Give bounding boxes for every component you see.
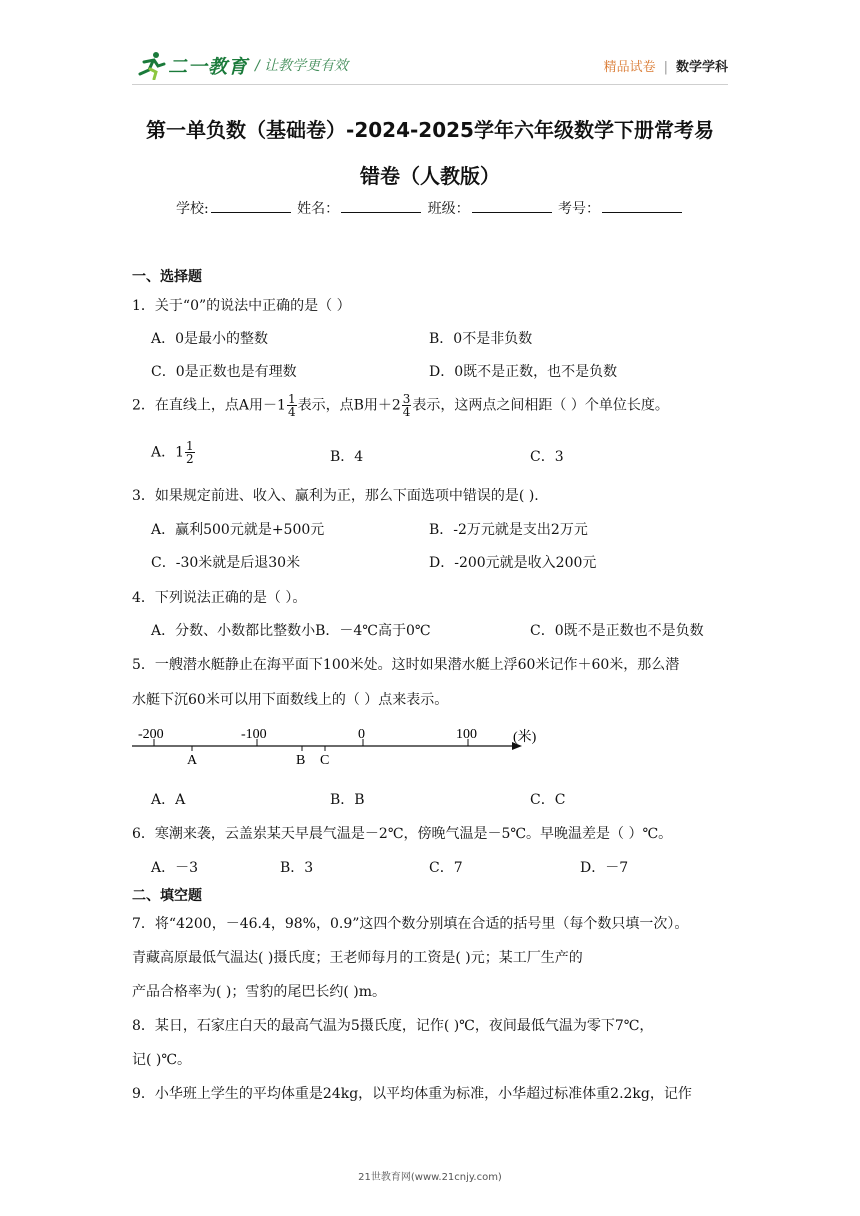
class-label: 班级： [427,201,470,217]
q2-fraction-2: $\frac{3}{4}$ [402,392,411,419]
tick-label-neg100: -100 [241,727,267,742]
q6-option-c[interactable]: C．7 [429,860,463,876]
q3-option-a[interactable]: A．赢利500元就是+500元 [151,522,325,538]
q5-stem-line2: 水艇下沉60米可以用下面数线上的（ ）点来表示。 [132,692,449,708]
runner-logo-icon [136,50,166,80]
tick-label-0: 0 [358,727,365,742]
q2-stem [132,393,669,418]
school-blank[interactable] [211,198,291,213]
q1-option-b[interactable]: B．0不是非负数 [429,331,533,347]
header-separator: | [663,60,668,75]
q7-line1: 7．将“4200，－46.4，98%，0.9”这四个数分别填在合适的括号里（每个数只填一次）。 [132,916,689,932]
q6-option-a[interactable]: A．－3 [151,860,199,876]
header-subject-label: 数学学科 [675,60,728,75]
point-label-a: A [187,753,198,768]
q6-stem: 6．寒潮来袭，云盖岽某天早晨气温是－2℃，傍晚气温是－5℃。早晚温差是（ ）℃。 [132,826,673,842]
section-choice-title: 一、选择题 [132,269,202,285]
q4-option-ab[interactable]: A．分数、小数都比整数小B．－4℃高于0℃ [151,623,431,639]
point-label-c: C [320,753,330,768]
school-label: 学校: [175,201,209,217]
q8-line2: 记( )℃。 [132,1052,192,1068]
unit-label: (米) [513,730,537,745]
page-footer: 21世教育网(www.21cnjy.com) [358,1172,502,1183]
q5-option-a[interactable]: A．A [151,792,186,808]
point-label-b: B [296,753,306,768]
q2-text-1: 2．在直线上，点A用－1 [132,397,286,414]
logo-text: 二一教育 [168,56,249,78]
q9-line1: 9．小华班上学生的平均体重是24kg，以平均体重为标准，小华超过标准体重2.2kg，记作 [132,1086,692,1102]
name-blank[interactable] [341,198,421,213]
q6-option-d[interactable]: D．－7 [580,860,629,876]
q2-option-c[interactable]: C．3 [530,449,564,465]
section-fill-title: 二、填空题 [132,888,202,904]
tick-label-neg200: -200 [138,727,164,742]
q1-option-d[interactable]: D．0既不是正数，也不是负数 [429,364,618,380]
header-premium-label: 精品试卷 [603,60,656,75]
q7-line2: 青藏高原最低气温达( )摄氏度；王老师每月的工资是( )元；某工厂生产的 [132,950,583,966]
tick-label-100: 100 [456,727,477,742]
page-title-line1: 第一单负数（基础卷）-2024-2025学年六年级数学下册常考易 [146,118,714,142]
q2-text-2: 表示，点B用＋2 [297,397,401,414]
header-right [604,56,728,75]
q5-stem-line1: 5．一艘潜水艇静止在海平面下100米处。这时如果潜水艇上浮60米记作＋60米，那么潜 [132,657,680,673]
class-blank[interactable] [472,198,552,213]
name-label: 姓名： [297,201,340,217]
number-line [130,722,550,772]
logo-slogan: / 让教学更有效 [255,58,349,74]
q2-fraction-1: $\frac{1}{4}$ [287,392,296,419]
q3-option-b[interactable]: B．-2万元就是支出2万元 [429,522,588,538]
q2-text-3: 表示，这两点之间相距（ ）个单位长度。 [412,397,669,414]
q5-option-c[interactable]: C．C [530,792,566,808]
q3-option-c[interactable]: C．-30米就是后退30米 [151,555,301,571]
q5-option-b[interactable]: B．B [330,792,365,808]
q4-option-c[interactable]: C．0既不是正数也不是负数 [530,623,704,639]
q1-option-c[interactable]: C．0是正数也是有理数 [151,364,297,380]
exam-no-blank[interactable] [602,198,682,213]
student-info-line [130,198,730,218]
header-divider [132,84,728,85]
exam-no-label: 考号： [558,201,601,217]
q6-option-b[interactable]: B．3 [280,860,314,876]
q4-stem: 4．下列说法正确的是（ ）。 [132,590,307,606]
q2-option-b[interactable]: B．4 [330,449,364,465]
q3-option-d[interactable]: D．-200元就是收入200元 [429,555,597,571]
q3-stem: 3．如果规定前进、收入、赢利为正，那么下面选项中错误的是( ). [132,488,539,504]
q1-stem: 1．关于“0”的说法中正确的是（ ） [132,298,351,314]
q7-line3: 产品合格率为( )；雪豹的尾巴长约( )m。 [132,984,387,1000]
q8-line1: 8．某日，石家庄白天的最高气温为5摄氏度，记作( )℃，夜间最低气温为零下7℃， [132,1018,654,1034]
q1-option-a[interactable]: A．0是最小的整数 [151,331,269,347]
page-title-line2: 错卷（人教版） [360,164,500,188]
q2-option-a[interactable]: A．1 $\frac{1}{2}$ [151,439,194,466]
